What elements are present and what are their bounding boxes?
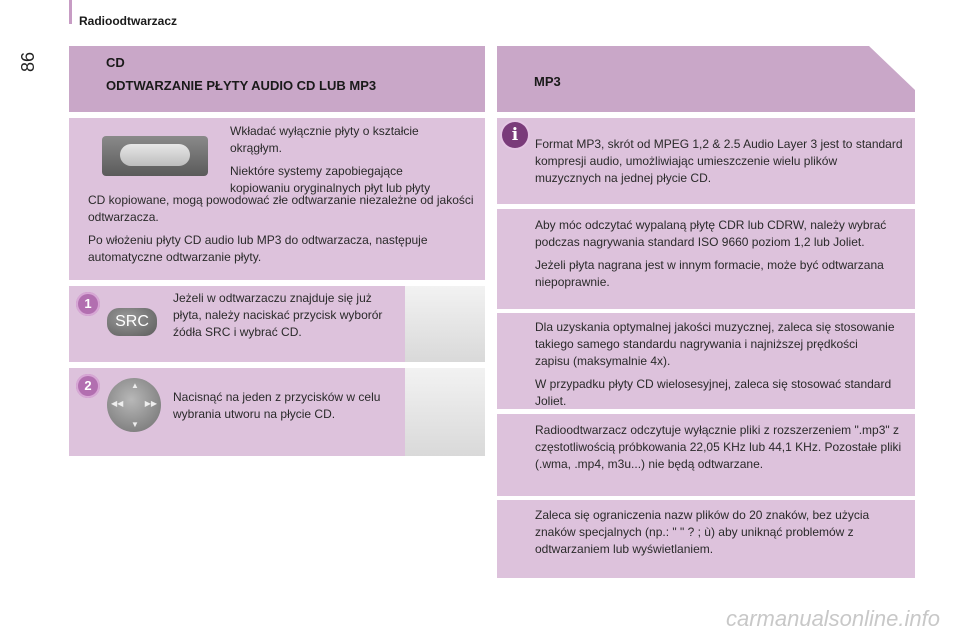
step1-text: Jeżeli w odtwarzaczu znajduje się już płyta, należy naciskać przycisk wyborór źódła SRC i wybrać CD.	[173, 291, 383, 339]
intro-p2-line1: Niektóre systemy zapobiegające	[230, 164, 403, 178]
mp3-filenames-panel	[497, 500, 915, 578]
src-button-icon: SRC	[107, 308, 157, 336]
mp3-cdr-p1: Aby móc odczytać wypalaną płytę CDR lub CDRW, należy wybrać podczas nagrywania standard ISO 9660 poziom 1,2 lub Joliet.	[535, 218, 887, 249]
page-number: 86	[18, 51, 38, 72]
cd-title-panel	[69, 46, 485, 112]
info-icon: i	[502, 122, 528, 148]
mp3-files-text: Radioodtwarzacz odczytuje wyłącznie pliki z rozszerzeniem ".mp3" z częstotliwością próbkowania 22,05 KHz lub 44,1 KHz. Pozostałe pliki (.wma, .mp4, m3u...) nie będą odtwarzane.	[535, 423, 902, 471]
watermark: carmanualsonline.info	[725, 606, 940, 631]
step2-radio-photo	[405, 368, 485, 456]
intro-p1: Wkładać wyłącznie płyty o kształcie okrągłym.	[230, 124, 419, 155]
mp3-format-text: Format MP3, skrót od MPEG 1,2 & 2.5 Audio Layer 3 jest to standard kompresji audio, umożliwiając umieszczenie wielu plików muzycznych na jednej płycie CD.	[535, 137, 903, 185]
cd-section-title: ODTWARZANIE PŁYTY AUDIO CD LUB MP3	[106, 78, 377, 93]
step2-badge: 2	[76, 374, 100, 398]
mp3-quality-panel	[497, 313, 915, 409]
section-title: Radioodtwarzacz	[79, 14, 178, 28]
mp3-quality-text	[535, 319, 895, 416]
step1-radio-photo	[405, 286, 485, 362]
cd-intro-panel	[69, 118, 485, 280]
intro-p2-line2: kopiowaniu oryginalnych płyt lub płyty	[230, 181, 431, 195]
mp3-quality-p2: W przypadku płyty CD wielosesyjnej, zaleca się stosować standard Joliet.	[535, 377, 892, 408]
header-accent-bar	[69, 0, 72, 24]
mp3-cdr-panel	[497, 209, 915, 309]
radio-display	[120, 144, 190, 166]
mp3-quality-p1: Dla uzyskania optymalnej jakości muzycznej, zaleca się stosowanie takiego samego standardu nagrywania i najniższej prędkości zapisu (maksymalnie 4x).	[535, 320, 895, 368]
mp3-files-panel	[497, 414, 915, 496]
step2-text: Nacisnąć na jeden z przycisków w celu wybrania utworu na płycie CD.	[173, 390, 381, 421]
mp3-filenames-text: Zaleca się ograniczenia nazw plików do 20 znaków, bez użycia znaków specjalnych (np.: " " ? ; ù) aby uniknąć problemów z odtwarzaniem lub wyświetlaniem.	[535, 508, 870, 556]
mp3-cdr-text	[535, 217, 895, 297]
intro-top-text	[230, 123, 470, 197]
intro-p3: Po włożeniu płyty CD audio lub MP3 do odtwarzacza, następuje automatyczne odtwarzanie płyty.	[88, 233, 428, 264]
cd-tag: CD	[106, 55, 125, 70]
intro-bottom-text	[88, 192, 480, 272]
radio-unit-image	[102, 136, 208, 176]
mp3-title: MP3	[534, 74, 561, 89]
navigation-knob-icon: ▲ ▼ ◀◀ ▶▶	[107, 378, 161, 432]
step1-badge: 1	[76, 292, 100, 316]
mp3-cdr-p2: Jeżeli płyta nagrana jest w innym formacie, może być odtwarzana niepoprawnie.	[535, 258, 884, 289]
intro-p2-line3: CD kopiowane, mogą powodować złe odtwarzanie niezależne od jakości odtwarzacza.	[88, 193, 474, 224]
